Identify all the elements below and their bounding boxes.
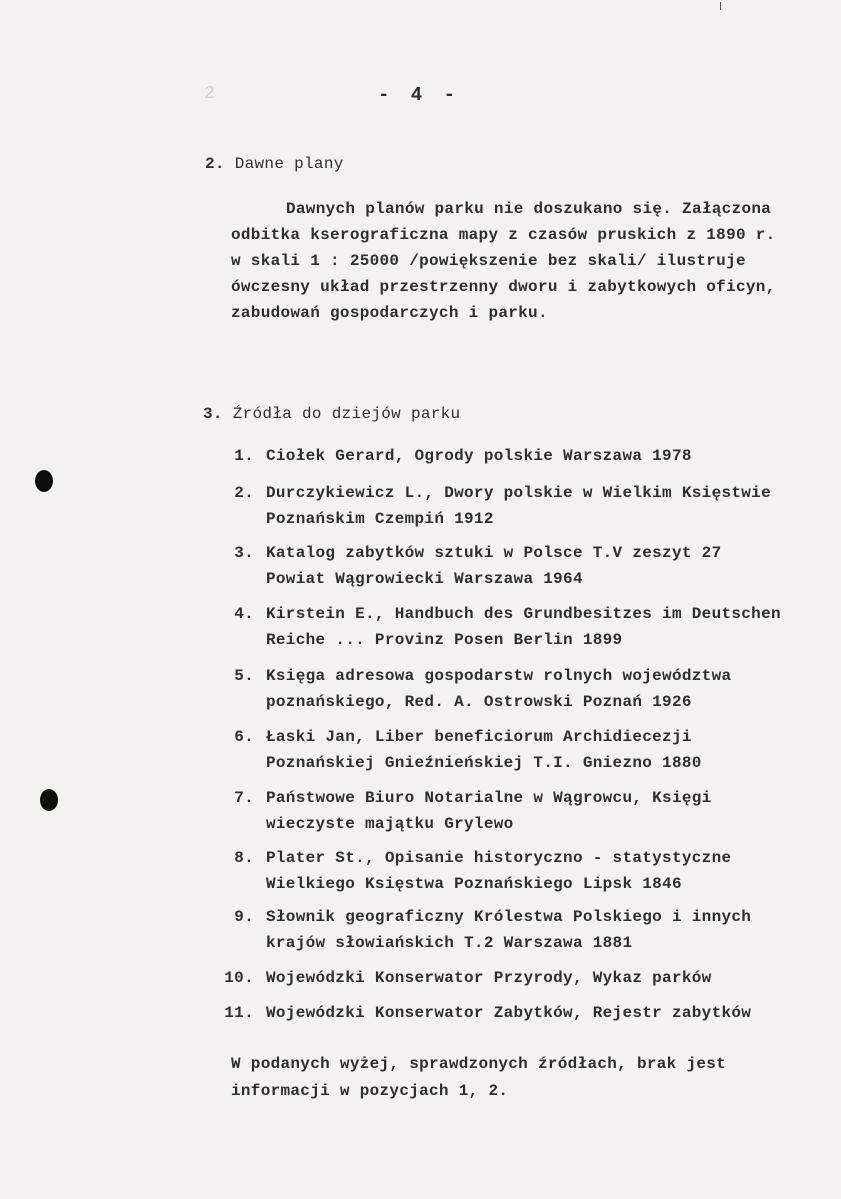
source-line: Słownik geograficzny Królestwa Polskiego i innych bbox=[266, 908, 752, 926]
source-number: 2. bbox=[234, 484, 254, 502]
source-number: 4. bbox=[234, 605, 254, 623]
page-number: - 4 - bbox=[378, 84, 461, 106]
punch-hole bbox=[40, 789, 58, 811]
section-3-title: Źródła do dziejów parku bbox=[232, 405, 461, 423]
source-number: 1. bbox=[234, 447, 254, 465]
punch-hole bbox=[35, 470, 53, 492]
source-line: Wielkiego Księstwa Poznańskiego Lipsk 1846 bbox=[266, 875, 682, 893]
section-3-number: 3. bbox=[203, 405, 223, 423]
source-line: Kirstein E., Handbuch des Grundbesitzes im Deutschen bbox=[266, 605, 781, 623]
section-2-heading bbox=[205, 155, 344, 173]
source-number: 8. bbox=[234, 849, 254, 867]
source-line: Księga adresowa gospodarstw rolnych województwa bbox=[266, 667, 732, 685]
faint-mark: 2 bbox=[204, 84, 215, 104]
source-number: 11. bbox=[224, 1004, 254, 1022]
section-2-line-3: w skali 1 : 25000 /powiększenie bez skali/ ilustruje bbox=[231, 252, 746, 270]
source-line: Poznańskim Czempiń 1912 bbox=[266, 510, 494, 528]
source-line: Katalog zabytków sztuki w Polsce T.V zeszyt 27 bbox=[266, 544, 722, 562]
section-3-heading bbox=[203, 405, 460, 423]
source-number: 3. bbox=[234, 544, 254, 562]
source-line: Powiat Wągrowiecki Warszawa 1964 bbox=[266, 570, 583, 588]
source-line: Wojewódzki Konserwator Zabytków, Rejestr zabytków bbox=[266, 1004, 752, 1022]
source-line: Poznańskiej Gnieźnieńskiej T.I. Gniezno 1880 bbox=[266, 754, 702, 772]
source-number: 7. bbox=[234, 789, 254, 807]
section-2-title: Dawne plany bbox=[234, 155, 344, 173]
closing-line-2: informacji w pozycjach 1, 2. bbox=[231, 1082, 509, 1100]
source-line: krajów słowiańskich T.2 Warszawa 1881 bbox=[266, 934, 633, 952]
closing-line-1: W podanych wyżej, sprawdzonych źródłach, brak jest bbox=[231, 1055, 727, 1073]
source-number: 10. bbox=[224, 969, 254, 987]
section-2-line-1: Dawnych planów parku nie doszukano się. Załączona bbox=[286, 200, 772, 218]
section-2-line-4: ówczesny układ przestrzenny dworu i zabytkowych oficyn, bbox=[231, 278, 776, 296]
source-line: Łaski Jan, Liber beneficiorum Archidiecezji bbox=[266, 728, 692, 746]
source-number: 5. bbox=[234, 667, 254, 685]
source-line: poznańskiego, Red. A. Ostrowski Poznań 1926 bbox=[266, 693, 692, 711]
source-line: Państwowe Biuro Notarialne w Wągrowcu, Księgi bbox=[266, 789, 712, 807]
source-line: Reiche ... Provinz Posen Berlin 1899 bbox=[266, 631, 623, 649]
source-line: Wojewódzki Konserwator Przyrody, Wykaz parków bbox=[266, 969, 712, 987]
source-number: 6. bbox=[234, 728, 254, 746]
source-line: Plater St., Opisanie historyczno - statystyczne bbox=[266, 849, 732, 867]
paper-mark bbox=[720, 2, 721, 10]
source-line: wieczyste majątku Grylewo bbox=[266, 815, 514, 833]
section-2-number: 2. bbox=[205, 155, 225, 173]
source-line: Ciołek Gerard, Ogrody polskie Warszawa 1978 bbox=[266, 447, 692, 465]
section-2-line-5: zabudowań gospodarczych i parku. bbox=[231, 304, 548, 322]
section-2-line-2: odbitka kserograficzna mapy z czasów pruskich z 1890 r. bbox=[231, 226, 776, 244]
source-line: Durczykiewicz L., Dwory polskie w Wielkim Księstwie bbox=[266, 484, 771, 502]
source-number: 9. bbox=[234, 908, 254, 926]
